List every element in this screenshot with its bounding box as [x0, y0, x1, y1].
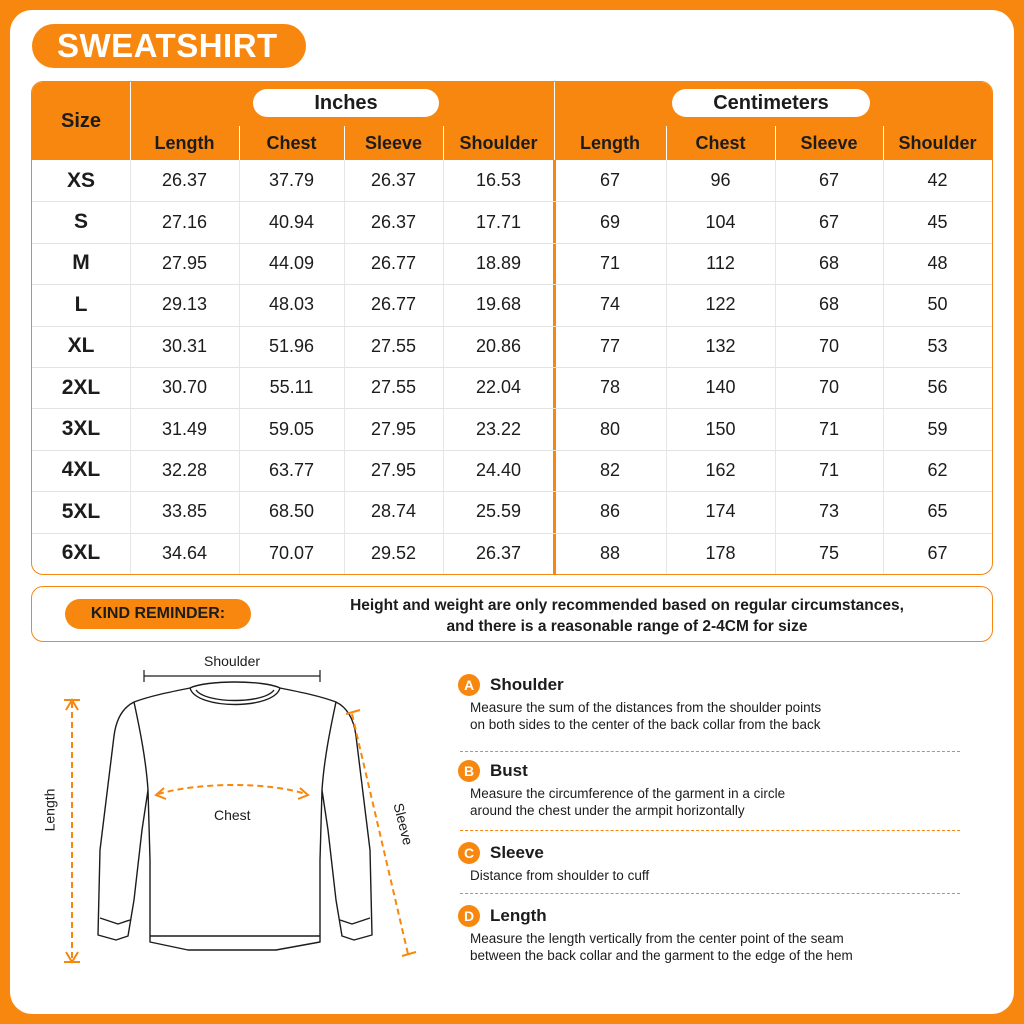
table-cell: 44.09	[268, 252, 315, 273]
size-label: 5XL	[61, 499, 101, 523]
table-cell: 67	[818, 170, 840, 191]
size-label: 2XL	[61, 375, 101, 399]
column-header-shoulder-cm: Shoulder	[898, 132, 977, 153]
measurement-shoulder	[458, 674, 962, 733]
measurement-name: Length	[490, 906, 547, 925]
table-cell: 86	[599, 501, 621, 522]
header-divider	[775, 126, 776, 160]
table-cell: 162	[705, 459, 736, 480]
column-header-shoulder-inches: Shoulder	[459, 132, 538, 153]
table-cell: 26.77	[370, 252, 417, 273]
measurement-description: Measure the circumference of the garment in a circle	[470, 786, 786, 801]
diagram-sleeve-label: Sleeve	[390, 801, 417, 847]
table-cell: 70	[818, 335, 840, 356]
table-cell: 178	[705, 542, 736, 563]
table-cell: 25.59	[475, 501, 522, 522]
kind-reminder-line-1: Height and weight are only recommended based on regular circumstances,	[350, 597, 904, 614]
table-cell: 27.16	[161, 211, 208, 232]
table-cell: 67	[599, 170, 621, 191]
measurement-description: Measure the length vertically from the center point of the seam	[470, 931, 844, 946]
column-header-length-cm: Length	[580, 132, 640, 153]
table-cell: 51.96	[268, 335, 315, 356]
badge-d-icon: D	[458, 905, 480, 927]
table-cell: 53	[927, 335, 948, 356]
centimeters-group-header: Centimeters	[672, 89, 870, 117]
header-divider	[239, 126, 240, 160]
measurement-name: Shoulder	[490, 675, 564, 694]
table-cell: 132	[705, 335, 736, 356]
table-cell: 68.50	[268, 501, 315, 522]
inches-group-header: Inches	[253, 89, 439, 117]
measurement-name: Bust	[490, 761, 528, 780]
table-cell: 18.89	[475, 252, 522, 273]
size-label: S	[73, 210, 88, 234]
header-divider	[883, 126, 884, 160]
diagram-chest-label: Chest	[214, 807, 251, 823]
size-label: 3XL	[61, 417, 101, 441]
page-title: SWEATSHIRT	[32, 24, 306, 68]
column-header-sleeve-cm: Sleeve	[800, 132, 858, 153]
table-cell: 16.53	[475, 170, 522, 191]
size-label: M	[72, 251, 90, 275]
measurement-description: Measure the sum of the distances from the shoulder points	[470, 700, 822, 715]
measurement-name: Sleeve	[490, 843, 544, 862]
column-header-sleeve-inches: Sleeve	[364, 132, 423, 153]
table-cell: 82	[599, 459, 621, 480]
table-cell: 70	[818, 377, 840, 398]
size-label: 4XL	[61, 458, 101, 482]
table-cell: 40.94	[268, 211, 315, 232]
table-cell: 75	[818, 542, 840, 563]
table-cell: 65	[927, 501, 948, 522]
table-cell: 27.95	[370, 418, 417, 439]
column-header-length-inches: Length	[154, 132, 215, 153]
measurement-description: Distance from shoulder to cuff	[470, 868, 650, 883]
badge-c-icon: C	[458, 842, 480, 864]
table-cell: 20.86	[475, 335, 522, 356]
table-cell: 17.71	[475, 211, 522, 232]
table-cell: 26.37	[161, 170, 208, 191]
header-divider	[130, 82, 131, 160]
size-label: L	[74, 292, 88, 316]
table-cell: 34.64	[161, 542, 208, 563]
table-cell: 30.70	[161, 377, 208, 398]
kind-reminder	[31, 586, 993, 642]
kind-reminder-label: KIND REMINDER:	[65, 599, 251, 629]
size-table	[31, 81, 993, 575]
table-cell: 71	[818, 459, 840, 480]
table-cell: 26.37	[370, 211, 417, 232]
table-cell: 48.03	[268, 294, 315, 315]
table-cell: 112	[706, 252, 735, 273]
header-divider	[554, 82, 555, 160]
table-cell: 56	[927, 377, 948, 398]
table-cell: 104	[705, 211, 736, 232]
header-divider	[666, 126, 667, 160]
badge-a-icon: A	[458, 674, 480, 696]
table-cell: 88	[599, 542, 621, 563]
table-cell: 55.11	[269, 377, 314, 398]
diagram-length-label: Length	[41, 788, 58, 832]
table-cell: 71	[599, 252, 621, 273]
table-cell: 59	[927, 418, 948, 439]
table-cell: 27.95	[161, 252, 208, 273]
table-cell: 122	[705, 294, 736, 315]
size-label: XL	[67, 334, 95, 358]
table-cell: 32.28	[161, 459, 208, 480]
table-cell: 24.40	[475, 459, 522, 480]
table-cell: 45	[927, 211, 948, 232]
measurement-description: on both sides to the center of the back collar from the back	[470, 717, 821, 732]
table-cell: 140	[705, 377, 736, 398]
table-cell: 68	[818, 294, 840, 315]
measurement-bust	[458, 760, 962, 819]
divider	[460, 830, 960, 831]
divider	[460, 751, 960, 752]
diagram-shoulder-label: Shoulder	[204, 653, 261, 669]
kind-reminder-line-2: and there is a reasonable range of 2-4CM for size	[446, 618, 808, 635]
table-cell: 69	[599, 211, 621, 232]
column-header-chest-cm: Chest	[695, 132, 746, 153]
measurement-sleeve	[458, 842, 962, 884]
table-cell: 19.68	[475, 294, 522, 315]
measurement-description: between the back collar and the garment to the edge of the hem	[470, 948, 853, 963]
table-cell: 26.37	[370, 170, 417, 191]
table-cell: 73	[818, 501, 840, 522]
divider	[460, 893, 960, 894]
table-cell: 29.13	[161, 294, 208, 315]
table-cell: 77	[599, 335, 621, 356]
table-cell: 78	[599, 377, 621, 398]
table-cell: 96	[710, 170, 731, 191]
table-cell: 28.74	[370, 501, 417, 522]
measurement-length	[458, 905, 962, 964]
table-cell: 37.79	[268, 170, 315, 191]
table-cell: 68	[818, 252, 840, 273]
table-cell: 62	[927, 459, 948, 480]
size-label: XS	[66, 168, 95, 192]
table-cell: 27.55	[370, 335, 417, 356]
table-cell: 29.52	[370, 542, 417, 563]
table-cell: 30.31	[161, 335, 208, 356]
badge-b-icon: B	[458, 760, 480, 782]
header-divider	[443, 126, 444, 160]
table-cell: 27.55	[370, 377, 417, 398]
table-cell: 27.95	[370, 459, 417, 480]
kind-reminder-text	[272, 595, 982, 637]
table-cell: 50	[927, 294, 948, 315]
sweatshirt-diagram	[30, 650, 430, 980]
table-cell: 74	[599, 294, 621, 315]
size-column-header: Size	[60, 109, 102, 132]
table-cell: 26.37	[475, 542, 522, 563]
table-cell: 63.77	[268, 459, 315, 480]
table-cell: 80	[599, 418, 621, 439]
table-cell: 33.85	[161, 501, 208, 522]
size-label: 6XL	[61, 541, 101, 565]
table-cell: 67	[927, 542, 948, 563]
header-divider	[344, 126, 345, 160]
table-cell: 23.22	[475, 418, 522, 439]
table-cell: 31.49	[161, 418, 208, 439]
table-cell: 71	[818, 418, 840, 439]
table-cell: 59.05	[268, 418, 315, 439]
table-cell: 26.77	[370, 294, 417, 315]
table-cell: 48	[927, 252, 948, 273]
table-cell: 42	[927, 170, 948, 191]
column-header-chest-inches: Chest	[266, 132, 317, 153]
measurement-description: around the chest under the armpit horizontally	[470, 803, 745, 818]
table-cell: 67	[818, 211, 840, 232]
table-cell: 150	[705, 418, 736, 439]
table-cell: 70.07	[268, 542, 315, 563]
table-cell: 174	[705, 501, 736, 522]
table-cell: 22.04	[475, 377, 522, 398]
